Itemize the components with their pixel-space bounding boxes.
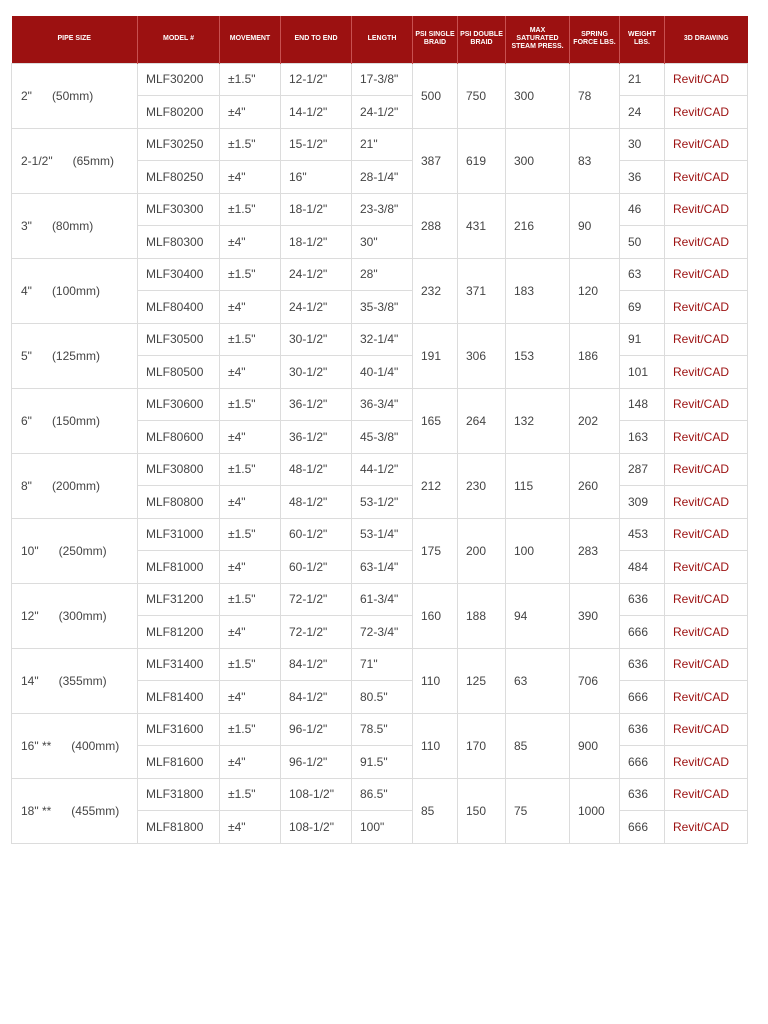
spring-force-cell: 706 <box>570 648 620 713</box>
pipe-size-inch: 3" <box>21 218 32 233</box>
length-cell: 23-3/8" <box>352 193 413 226</box>
end-to-end-cell: 30-1/2" <box>281 356 352 389</box>
revit-cad-link[interactable]: Revit/CAD <box>665 258 748 291</box>
table-row <box>12 128 748 161</box>
max-steam-press-cell: 300 <box>506 63 570 128</box>
length-cell: 78.5" <box>352 713 413 746</box>
header-weight: WEIGHT LBS. <box>620 16 665 63</box>
revit-cad-link[interactable]: Revit/CAD <box>665 746 748 779</box>
movement-cell: ±4" <box>220 746 281 779</box>
psi-double-braid-cell: 750 <box>458 63 506 128</box>
header-model: MODEL # <box>138 16 220 63</box>
end-to-end-cell: 24-1/2" <box>281 291 352 324</box>
movement-cell: ±4" <box>220 291 281 324</box>
revit-cad-link[interactable]: Revit/CAD <box>665 291 748 324</box>
max-steam-press-cell: 75 <box>506 778 570 843</box>
psi-single-braid-cell: 232 <box>413 258 458 323</box>
model-number-cell: MLF81400 <box>138 681 220 714</box>
header-length: LENGTH <box>352 16 413 63</box>
model-number-cell: MLF31400 <box>138 648 220 681</box>
length-cell: 21" <box>352 128 413 161</box>
max-steam-press-cell: 183 <box>506 258 570 323</box>
end-to-end-cell: 108-1/2" <box>281 778 352 811</box>
pipe-size-cell <box>12 583 138 648</box>
psi-double-braid-cell: 200 <box>458 518 506 583</box>
pipe-size-cell <box>12 63 138 128</box>
movement-cell: ±1.5" <box>220 453 281 486</box>
end-to-end-cell: 36-1/2" <box>281 388 352 421</box>
model-number-cell: MLF80800 <box>138 486 220 519</box>
length-cell: 28-1/4" <box>352 161 413 194</box>
model-number-cell: MLF30500 <box>138 323 220 356</box>
pipe-size-cell <box>12 388 138 453</box>
table-row <box>12 63 748 96</box>
revit-cad-link[interactable]: Revit/CAD <box>665 713 748 746</box>
psi-single-braid-cell: 288 <box>413 193 458 258</box>
end-to-end-cell: 48-1/2" <box>281 486 352 519</box>
movement-cell: ±4" <box>220 681 281 714</box>
spring-force-cell: 90 <box>570 193 620 258</box>
table-body <box>12 63 748 843</box>
end-to-end-cell: 24-1/2" <box>281 258 352 291</box>
movement-cell: ±1.5" <box>220 778 281 811</box>
spring-force-cell: 78 <box>570 63 620 128</box>
weight-cell: 24 <box>620 96 665 129</box>
weight-cell: 453 <box>620 518 665 551</box>
max-steam-press-cell: 216 <box>506 193 570 258</box>
max-steam-press-cell: 300 <box>506 128 570 193</box>
pipe-size-inch: 5" <box>21 348 32 363</box>
table-header-row <box>12 16 748 63</box>
end-to-end-cell: 84-1/2" <box>281 681 352 714</box>
psi-single-braid-cell: 110 <box>413 713 458 778</box>
length-cell: 17-3/8" <box>352 63 413 96</box>
movement-cell: ±1.5" <box>220 193 281 226</box>
revit-cad-link[interactable]: Revit/CAD <box>665 518 748 551</box>
psi-double-braid-cell: 306 <box>458 323 506 388</box>
length-cell: 36-3/4" <box>352 388 413 421</box>
pipe-size-mm: (150mm) <box>51 413 100 428</box>
model-number-cell: MLF81000 <box>138 551 220 584</box>
model-number-cell: MLF30300 <box>138 193 220 226</box>
weight-cell: 666 <box>620 746 665 779</box>
movement-cell: ±4" <box>220 356 281 389</box>
length-cell: 53-1/2" <box>352 486 413 519</box>
movement-cell: ±4" <box>220 96 281 129</box>
psi-double-braid-cell: 264 <box>458 388 506 453</box>
weight-cell: 666 <box>620 616 665 649</box>
model-number-cell: MLF80400 <box>138 291 220 324</box>
length-cell: 53-1/4" <box>352 518 413 551</box>
weight-cell: 666 <box>620 811 665 844</box>
psi-double-braid-cell: 619 <box>458 128 506 193</box>
table-row <box>12 193 748 226</box>
length-cell: 80.5" <box>352 681 413 714</box>
movement-cell: ±1.5" <box>220 713 281 746</box>
max-steam-press-cell: 94 <box>506 583 570 648</box>
table-row <box>12 778 748 811</box>
movement-cell: ±4" <box>220 551 281 584</box>
length-cell: 30" <box>352 226 413 259</box>
pipe-size-inch: 14" <box>21 673 39 688</box>
header-end-to-end: END TO END <box>281 16 352 63</box>
end-to-end-cell: 12-1/2" <box>281 63 352 96</box>
model-number-cell: MLF31000 <box>138 518 220 551</box>
model-number-cell: MLF80200 <box>138 96 220 129</box>
header-psi-single-braid: PSI SINGLE BRAID <box>413 16 458 63</box>
movement-cell: ±1.5" <box>220 258 281 291</box>
end-to-end-cell: 48-1/2" <box>281 453 352 486</box>
length-cell: 86.5" <box>352 778 413 811</box>
movement-cell: ±4" <box>220 421 281 454</box>
max-steam-press-cell: 132 <box>506 388 570 453</box>
end-to-end-cell: 18-1/2" <box>281 226 352 259</box>
revit-cad-link[interactable]: Revit/CAD <box>665 453 748 486</box>
pipe-size-mm: (100mm) <box>51 283 100 298</box>
max-steam-press-cell: 115 <box>506 453 570 518</box>
length-cell: 35-3/8" <box>352 291 413 324</box>
psi-single-braid-cell: 212 <box>413 453 458 518</box>
length-cell: 45-3/8" <box>352 421 413 454</box>
pipe-size-inch: 2" <box>21 88 32 103</box>
weight-cell: 309 <box>620 486 665 519</box>
length-cell: 63-1/4" <box>352 551 413 584</box>
header-pipe-size: PIPE SIZE <box>12 16 138 63</box>
pipe-size-cell <box>12 778 138 843</box>
table-row <box>12 323 748 356</box>
revit-cad-link[interactable]: Revit/CAD <box>665 551 748 584</box>
model-number-cell: MLF31800 <box>138 778 220 811</box>
weight-cell: 36 <box>620 161 665 194</box>
pipe-size-cell <box>12 128 138 193</box>
pipe-size-inch: 10" <box>21 543 39 558</box>
header-psi-double-braid: PSI DOUBLE BRAID <box>458 16 506 63</box>
weight-cell: 287 <box>620 453 665 486</box>
weight-cell: 636 <box>620 778 665 811</box>
pipe-size-inch: 4" <box>21 283 32 298</box>
pipe-size-mm: (80mm) <box>51 218 94 233</box>
model-number-cell: MLF80500 <box>138 356 220 389</box>
pipe-size-mm: (200mm) <box>51 478 100 493</box>
revit-cad-link[interactable]: Revit/CAD <box>665 811 748 844</box>
spring-force-cell: 260 <box>570 453 620 518</box>
end-to-end-cell: 84-1/2" <box>281 648 352 681</box>
revit-cad-link[interactable]: Revit/CAD <box>665 388 748 421</box>
length-cell: 28" <box>352 258 413 291</box>
weight-cell: 21 <box>620 63 665 96</box>
pipe-size-inch: 2-1/2" <box>21 153 53 168</box>
table-row <box>12 713 748 746</box>
revit-cad-link[interactable]: Revit/CAD <box>665 323 748 356</box>
pipe-size-cell <box>12 648 138 713</box>
pipe-size-cell <box>12 193 138 258</box>
pipe-size-cell <box>12 258 138 323</box>
model-number-cell: MLF81600 <box>138 746 220 779</box>
movement-cell: ±1.5" <box>220 128 281 161</box>
movement-cell: ±4" <box>220 616 281 649</box>
spring-force-cell: 390 <box>570 583 620 648</box>
model-number-cell: MLF30600 <box>138 388 220 421</box>
end-to-end-cell: 72-1/2" <box>281 583 352 616</box>
weight-cell: 46 <box>620 193 665 226</box>
psi-single-braid-cell: 165 <box>413 388 458 453</box>
spec-table <box>11 16 748 844</box>
revit-cad-link[interactable]: Revit/CAD <box>665 193 748 226</box>
psi-double-braid-cell: 188 <box>458 583 506 648</box>
weight-cell: 666 <box>620 681 665 714</box>
psi-double-braid-cell: 150 <box>458 778 506 843</box>
model-number-cell: MLF80250 <box>138 161 220 194</box>
end-to-end-cell: 36-1/2" <box>281 421 352 454</box>
psi-single-braid-cell: 110 <box>413 648 458 713</box>
psi-single-braid-cell: 160 <box>413 583 458 648</box>
model-number-cell: MLF81200 <box>138 616 220 649</box>
psi-single-braid-cell: 387 <box>413 128 458 193</box>
weight-cell: 30 <box>620 128 665 161</box>
table-row <box>12 518 748 551</box>
length-cell: 72-3/4" <box>352 616 413 649</box>
weight-cell: 91 <box>620 323 665 356</box>
model-number-cell: MLF30250 <box>138 128 220 161</box>
end-to-end-cell: 14-1/2" <box>281 96 352 129</box>
revit-cad-link[interactable]: Revit/CAD <box>665 583 748 616</box>
psi-double-braid-cell: 230 <box>458 453 506 518</box>
psi-double-braid-cell: 170 <box>458 713 506 778</box>
revit-cad-link[interactable]: Revit/CAD <box>665 161 748 194</box>
pipe-size-inch: 16" ** <box>21 738 52 753</box>
spring-force-cell: 900 <box>570 713 620 778</box>
end-to-end-cell: 16" <box>281 161 352 194</box>
model-number-cell: MLF31200 <box>138 583 220 616</box>
length-cell: 24-1/2" <box>352 96 413 129</box>
spring-force-cell: 120 <box>570 258 620 323</box>
psi-double-braid-cell: 431 <box>458 193 506 258</box>
weight-cell: 50 <box>620 226 665 259</box>
table-row <box>12 388 748 421</box>
weight-cell: 163 <box>620 421 665 454</box>
psi-single-braid-cell: 175 <box>413 518 458 583</box>
pipe-size-cell <box>12 518 138 583</box>
spring-force-cell: 283 <box>570 518 620 583</box>
end-to-end-cell: 60-1/2" <box>281 518 352 551</box>
table-row <box>12 583 748 616</box>
weight-cell: 148 <box>620 388 665 421</box>
model-number-cell: MLF30400 <box>138 258 220 291</box>
movement-cell: ±1.5" <box>220 648 281 681</box>
length-cell: 40-1/4" <box>352 356 413 389</box>
revit-cad-link[interactable]: Revit/CAD <box>665 681 748 714</box>
revit-cad-link[interactable]: Revit/CAD <box>665 778 748 811</box>
length-cell: 100" <box>352 811 413 844</box>
max-steam-press-cell: 153 <box>506 323 570 388</box>
revit-cad-link[interactable]: Revit/CAD <box>665 96 748 129</box>
model-number-cell: MLF80600 <box>138 421 220 454</box>
end-to-end-cell: 30-1/2" <box>281 323 352 356</box>
pipe-size-mm: (50mm) <box>51 88 94 103</box>
model-number-cell: MLF31600 <box>138 713 220 746</box>
model-number-cell: MLF80300 <box>138 226 220 259</box>
pipe-size-inch: 12" <box>21 608 39 623</box>
revit-cad-link[interactable]: Revit/CAD <box>665 128 748 161</box>
pipe-size-mm: (300mm) <box>58 608 107 623</box>
max-steam-press-cell: 100 <box>506 518 570 583</box>
max-steam-press-cell: 85 <box>506 713 570 778</box>
pipe-size-inch: 18" ** <box>21 803 52 818</box>
weight-cell: 636 <box>620 713 665 746</box>
end-to-end-cell: 72-1/2" <box>281 616 352 649</box>
pipe-size-mm: (455mm) <box>71 803 120 818</box>
spring-force-cell: 202 <box>570 388 620 453</box>
weight-cell: 636 <box>620 583 665 616</box>
pipe-size-inch: 8" <box>21 478 32 493</box>
pipe-size-cell <box>12 453 138 518</box>
header-max-steam-press: MAX SATURATED STEAM PRESS. <box>506 16 570 63</box>
spec-table-container <box>11 16 747 844</box>
table-row <box>12 453 748 486</box>
max-steam-press-cell: 63 <box>506 648 570 713</box>
pipe-size-mm: (250mm) <box>58 543 107 558</box>
spring-force-cell: 186 <box>570 323 620 388</box>
psi-single-braid-cell: 191 <box>413 323 458 388</box>
end-to-end-cell: 108-1/2" <box>281 811 352 844</box>
weight-cell: 69 <box>620 291 665 324</box>
revit-cad-link[interactable]: Revit/CAD <box>665 421 748 454</box>
movement-cell: ±1.5" <box>220 323 281 356</box>
pipe-size-mm: (125mm) <box>51 348 100 363</box>
revit-cad-link[interactable]: Revit/CAD <box>665 486 748 519</box>
pipe-size-mm: (355mm) <box>58 673 107 688</box>
psi-double-braid-cell: 371 <box>458 258 506 323</box>
weight-cell: 63 <box>620 258 665 291</box>
pipe-size-mm: (65mm) <box>72 153 114 168</box>
revit-cad-link[interactable]: Revit/CAD <box>665 356 748 389</box>
model-number-cell: MLF81800 <box>138 811 220 844</box>
end-to-end-cell: 96-1/2" <box>281 746 352 779</box>
movement-cell: ±1.5" <box>220 518 281 551</box>
end-to-end-cell: 96-1/2" <box>281 713 352 746</box>
model-number-cell: MLF30200 <box>138 63 220 96</box>
movement-cell: ±1.5" <box>220 583 281 616</box>
spring-force-cell: 1000 <box>570 778 620 843</box>
length-cell: 91.5" <box>352 746 413 779</box>
table-row <box>12 648 748 681</box>
revit-cad-link[interactable]: Revit/CAD <box>665 63 748 96</box>
length-cell: 71" <box>352 648 413 681</box>
movement-cell: ±4" <box>220 226 281 259</box>
pipe-size-mm: (400mm) <box>71 738 120 753</box>
pipe-size-cell <box>12 713 138 778</box>
length-cell: 32-1/4" <box>352 323 413 356</box>
end-to-end-cell: 18-1/2" <box>281 193 352 226</box>
psi-single-braid-cell: 500 <box>413 63 458 128</box>
weight-cell: 636 <box>620 648 665 681</box>
psi-single-braid-cell: 85 <box>413 778 458 843</box>
spring-force-cell: 83 <box>570 128 620 193</box>
table-row <box>12 258 748 291</box>
length-cell: 61-3/4" <box>352 583 413 616</box>
weight-cell: 101 <box>620 356 665 389</box>
header-3d-drawing: 3D DRAWING <box>665 16 748 63</box>
pipe-size-cell <box>12 323 138 388</box>
movement-cell: ±1.5" <box>220 63 281 96</box>
revit-cad-link[interactable]: Revit/CAD <box>665 616 748 649</box>
movement-cell: ±4" <box>220 161 281 194</box>
movement-cell: ±4" <box>220 811 281 844</box>
movement-cell: ±4" <box>220 486 281 519</box>
psi-double-braid-cell: 125 <box>458 648 506 713</box>
weight-cell: 484 <box>620 551 665 584</box>
length-cell: 44-1/2" <box>352 453 413 486</box>
pipe-size-inch: 6" <box>21 413 32 428</box>
end-to-end-cell: 60-1/2" <box>281 551 352 584</box>
end-to-end-cell: 15-1/2" <box>281 128 352 161</box>
revit-cad-link[interactable]: Revit/CAD <box>665 226 748 259</box>
revit-cad-link[interactable]: Revit/CAD <box>665 648 748 681</box>
header-spring-force: SPRING FORCE LBS. <box>570 16 620 63</box>
movement-cell: ±1.5" <box>220 388 281 421</box>
model-number-cell: MLF30800 <box>138 453 220 486</box>
header-movement: MOVEMENT <box>220 16 281 63</box>
